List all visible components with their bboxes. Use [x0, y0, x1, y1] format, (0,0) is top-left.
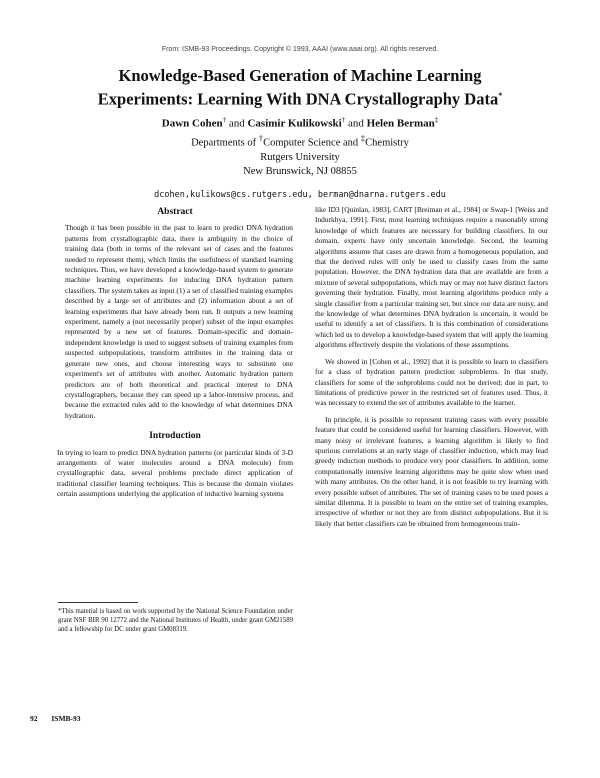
title-footnote-mark: * [498, 91, 503, 100]
venue-label: ISMB-93 [51, 714, 81, 723]
page-footer [30, 714, 93, 723]
abstract-text: Though it has been possible in the past to learn to predict DNA hydration patterns from crystallographic data, there is ambiguity in the choice of training data (both in terms of the relevant set of cases and the features needed to represent them), which limits the usefulness of standard learning techniques. Thus, we have developed a knowledge-based system to generate machine learning experiments for inducing DNA hydration pattern classifiers. The system takes as input (1) a set of classified training examples described by a large set of attributes and (2) information about a set of learning experiments that have already been run. It outputs a new learning experiment, namely a (not necessarily proper) subset of the input examples represented by a new set of features. Domain-specific and domain-independent knowledge is used to suggest subsets of training examples from suspected subpopulations, transform attributes in the training data or generate new ones, and choose interesting ways to substitute one experiment's set of attributes with another. Automatic hydration pattern predictors are of both theoretical and practical interest to DNA crystallographers, because they can speed up a labor-intensive process, and because the extracted rules add to the knowledge of what determines DNA hydration. [65, 223, 293, 420]
footnote: *This material is based on work supported by the National Science Foundation under grant NSF BIR 90 12772 and the National Institutes of Health, under grant GM21589 and a fellowship for DC under grant GM08319. [58, 608, 293, 634]
right-paragraph-2: We showed in [Cohen et al., 1992] that it is possible to learn to classifiers for a class of hydration pattern prediction subproblems. In that study, classifiers for some of the subproblems could not be derived; due in part, to limitations of predictive power in the restricted set of features used. Thus, it was necessary to extend the set of attributes available to the learner. [315, 356, 548, 408]
title-line-1: Knowledge-Based Generation of Machine Learning [118, 66, 482, 85]
right-column [315, 205, 548, 535]
affiliation-university: Rutgers University [260, 151, 340, 163]
author-2: Casimir Kulikowski [247, 117, 342, 130]
paper-title [30, 66, 570, 110]
right-paragraph-3: In principle, it is possible to represent training cases with every possible feature that could be considered useful for learning classifiers. However, with many noisy or irrelevant features, a learning algorithm is likely to find spurious correlations at an early stage of classifier induction, which may lead greedy induction methods to produce very poor classifiers. In addition, some computationally intensive learning algorithms may be quite slow when used with many attributes. On the other hand, it is not feasible to try learning with every possible subset of attributes. The set of training cases to be used poses a similar dilemma. It is possible to learn on the entire set of training examples, irrespective of whether or not they are from distinct subpopulations. But it is likely that better classifiers can be obtained from homogeneous train- [315, 414, 548, 528]
right-paragraph-1: like ID3 [Quinlan, 1983], CART [Breiman et al., 1984] or Swap-1 [Weiss and Indurkhya, 1991]. First, most learning techniques require a reasonably strong knowledge of which features are necessary for building classifiers. In our domain, experts have only uncertain knowledge. Second, the learning algorithms assume that cases are drawn from a homogeneous population, and that the derived rules will only be used to classify cases from the same population. However, the DNA hydration data that are available are from a mixture of several subpopulations, which may or may not have distinct factors governing their hydration. Finally, most learning algorithms produce only a single classifier from a particular training set, but since our data are noisy, and the knowledge of what determines DNA hydration is uncertain, it would be useful to identify a set of classifiers. It is this combination of considerations which led us to develop a knowledge-based system that will apply the learning algorithms effectively despite the violations of these assumptions. [315, 205, 548, 350]
author-1: Dawn Cohen [161, 117, 223, 130]
affiliation-block [0, 131, 600, 179]
affiliation-address: New Brunswick, NJ 08855 [243, 165, 357, 177]
authors-line: Dawn Cohen† and Casimir Kulikowski† and Helen Berman‡ [161, 116, 439, 130]
footnote-rule [58, 602, 138, 603]
page-number: 92 [30, 714, 38, 723]
author-3: Helen Berman [366, 117, 435, 130]
introduction-text: In trying to learn to predict DNA hydration patterns (or particular kinds of 3-D arrangements of water molecules around a DNA molecule) from crystallographic data, several problems preclude direct application of traditional classifier learning techniques. This is because the domain violates certain assumptions underlying the application of inductive learning systems [57, 447, 293, 499]
abstract-heading: Abstract [157, 207, 193, 217]
copyright-header: From: ISMB-93 Proceedings. Copyright © 1993, AAAI (www.aaai.org). All rights reserved. [161, 46, 439, 53]
left-column [57, 207, 293, 506]
author-emails: dcohen,kulikows@cs.rutgers.edu, berman@dnarna.rutgers.edu [154, 190, 446, 200]
title-line-2: Experiments: Learning With DNA Crystallography Data* [97, 89, 503, 109]
introduction-heading: Introduction [149, 431, 201, 442]
affiliation-departments: Departments of †Computer Science and ‡Chemistry [191, 133, 409, 149]
